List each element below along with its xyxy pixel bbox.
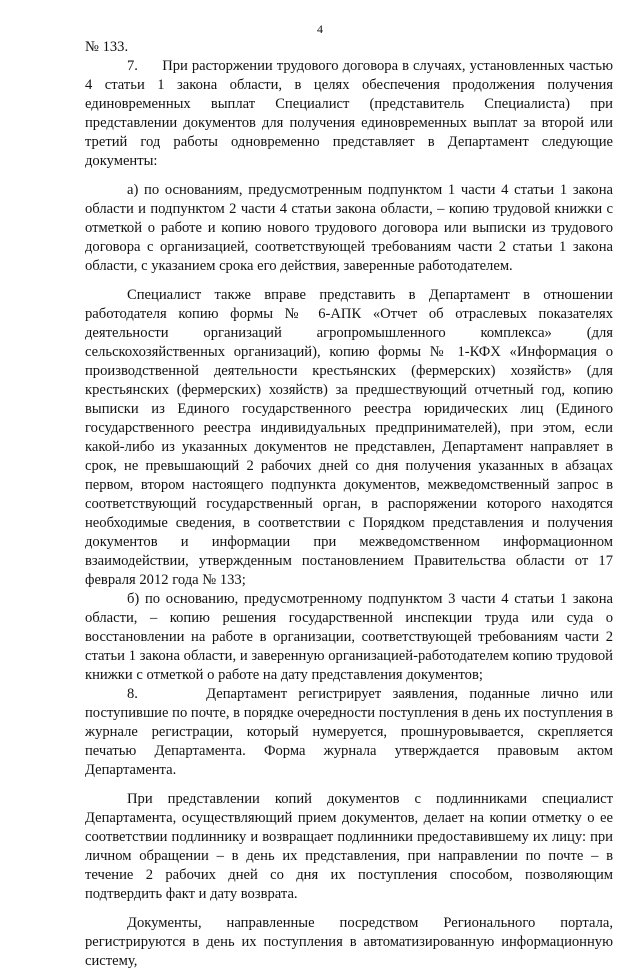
paragraph-subitem-a: а) по основаниям, предусмотренным подпунктом 1 части 4 статьи 1 закона области и подпунктом 2 части 4 статьи закона области, – копию трудовой книжки с отметкой о работе и копию нового трудового договора или выписки из трудового договора с организацией, соответствующей требованиям части 2 статьи 1 закона области, с указанием срока его действия, заверенные работодателем.	[85, 182, 613, 274]
paragraph-specialist-rights: Специалист также вправе представить в Департамент в отношении работодателя копию формы № 6-АПК «Отчет об отраслевых показателях деятельности организаций агропромышленного комплекса» (для сельскохозяйственных организаций), копию формы № 1-КФХ «Информация о производственной деятельности крестьянских (фермерских) хозяйств» (для крестьянских (фермерских) хозяйств) за предшествующий отчетный год, копию выписки из Единого государственного реестра юридических лиц (Единого государственного реестра индивидуальных предпринимателей), при этом, если какой-либо из указанных документов не представлен, Департамент направляет в срок, не превышающий 2 рабочих дней со дня получения указанных в абзацах первом, втором настоящего подпункта документов, межведомственный запрос в соответствующий государственный орган, в распоряжении которого находятся необходимые сведения, в соответствии с Порядком представления и получения документов и информации при межведомственном информационном взаимодействии, утвержденным постановлением Правительства области от 17 февраля 2012 года № 133;	[85, 287, 613, 588]
paragraph-continuation: № 133.	[85, 39, 129, 55]
paragraph-item-7: 7. При расторжении трудового договора в случаях, установленных частью 4 статьи 1 закона области, в целях обеспечения продолжения получения единовременных выплат Специалист (представитель Специалиста) при представлении документов для получения единовременных выплат за второй или третий год работы одновременно представляет в Департамент следующие документы:	[85, 58, 613, 169]
document-body	[85, 38, 613, 971]
paragraph-copies-verification: При представлении копий документов с подлинниками специалист Департамента, осуществляющий прием документов, делает на копии отметку о ее соответствии подлиннику и возвращает подлинники предоставившему их лицу: при личном обращении – в день их представления, при направлении по почте – в течение 2 рабочих дней со дня их поступления способом, позволяющим подтвердить факт и дату возврата.	[85, 791, 613, 902]
paragraph-item-8: 8. Департамент регистрирует заявления, поданные лично или поступившие по почте, в порядке очередности поступления в день их поступления в журнале регистрации, который нумеруется, прошнуровывается, скрепляется печатью Департамента. Форма журнала утверждается правовым актом Департамента.	[85, 686, 613, 778]
page-number: 4	[317, 22, 323, 36]
paragraph-regional-portal: Документы, направленные посредством Регионального портала, регистрируются в день их поступления в автоматизированную информационную систему,	[85, 915, 613, 969]
paragraph-subitem-b: б) по основанию, предусмотренному подпунктом 3 части 4 статьи 1 закона области, – копию решения государственной инспекции труда или суда о восстановлении на работе в организации, соответствующей требованиям части 2 статьи 1 закона области, и заверенную организацией-работодателем копию трудовой книжки с отметкой о работе на дату представления документов;	[85, 591, 613, 683]
